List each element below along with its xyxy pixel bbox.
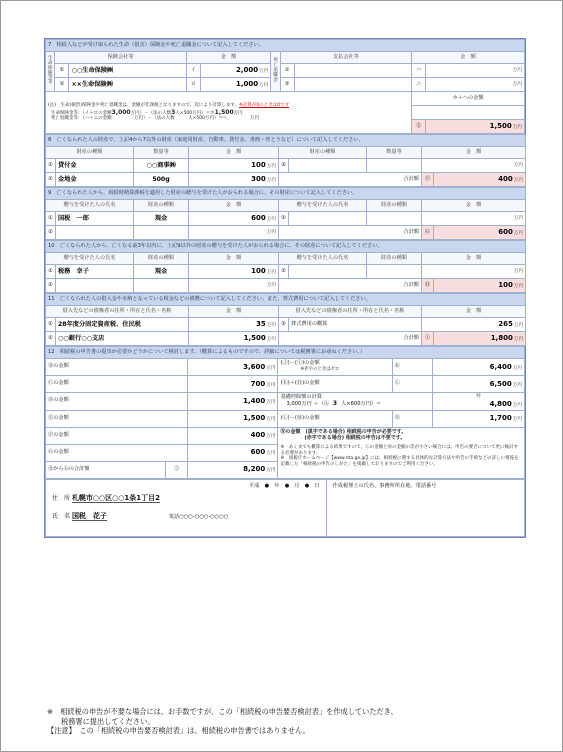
col-amount: 金 額 <box>189 200 279 212</box>
mark-j: Ⓙ <box>166 461 188 478</box>
mark-f: Ⓕ <box>422 173 434 187</box>
phone: ○○○-○○○-○○○○ <box>179 513 229 520</box>
section-10-header: 10 亡くなられた人から、亡くなる前3年以内に、上記9以外の財産の贈与を受けた人がおられる場合に、その財産について記入してください。 <box>46 241 526 253</box>
section-7-header: 7 相続人などが受け取られた生命（損害）保険金や死亡退職金について記入してください。 <box>46 40 525 52</box>
m-formula-b: 人×600万円）＝ <box>341 400 382 407</box>
section-10 <box>45 240 526 293</box>
row-num: ② <box>280 78 294 92</box>
col-asset-type: 財産の種類 <box>279 147 367 159</box>
unit: 万円 <box>513 323 524 329</box>
note-n: 3 <box>171 108 176 116</box>
section-7 <box>45 39 525 134</box>
note-line-2b: 万円）－（法の人数 <box>130 110 172 116</box>
col-amount: 金 額 <box>189 147 279 159</box>
asset-qty-2: 500g <box>134 173 189 187</box>
row-num: ① <box>55 64 69 78</box>
c-amount: 700 <box>250 379 266 388</box>
m-label: 基礎控除額の計算 <box>280 393 322 400</box>
amount-i: 2,000 <box>235 66 259 75</box>
d-amount: 1,400 <box>243 396 266 405</box>
name-label: 氏 名 <box>52 512 71 520</box>
sum-label: 合計額 <box>279 279 422 293</box>
col-amount: 金 額 <box>186 52 271 64</box>
k-sub: ※赤字のときはゼロ <box>300 367 340 373</box>
note-val: 3,000 <box>111 108 131 116</box>
l-amount: 6,500 <box>489 379 512 388</box>
mark-n: Ⓝ <box>392 410 432 427</box>
funeral-amount: 265 <box>498 320 513 329</box>
retirement-side-label: 死亡退職金 <box>271 52 280 92</box>
unit: 万円 <box>266 270 276 276</box>
unit: 万円 <box>266 399 276 405</box>
total-label: ホ＋への金額 <box>412 92 525 106</box>
row-num: ② <box>46 226 56 240</box>
judge-1: Ⓝの金額 (黒字である場合) 相続税の申告が必要です。 <box>280 428 407 435</box>
footer-notes <box>47 707 537 736</box>
footer-line-1: ※ 相続税の申告が不要な場合には、お手数ですが、この「相続税の申告要否検討表」を作成していただき、 <box>47 707 398 716</box>
payer-1 <box>294 64 411 78</box>
note-line-2c: 人×500万円）＝ホ <box>175 110 215 116</box>
row-num: ③ <box>279 212 289 226</box>
mark-e: Ⓔ <box>412 120 426 134</box>
note-line-2a: 生命保険金等：（イ＋ロの金額 <box>50 110 112 116</box>
row-num: ① <box>46 212 56 226</box>
funeral-cost-label: 葬式費用の概算 <box>289 318 422 332</box>
mark-h: Ⓗ <box>422 279 434 293</box>
section-8-header: 8 亡くなられた人の財産で、上記4から7以外の財産（家庭用財産、自動車、貸付金、書画・骨とうなど）について記入してください。 <box>46 135 526 147</box>
col-qty: 数量等 <box>134 147 189 159</box>
amount-ro: 1,000 <box>235 80 259 89</box>
judge-2: (赤字である場合) 相続税の申告は不要です。 <box>304 435 406 442</box>
gift-amount-1: 100 <box>251 267 266 276</box>
mark-i-circle: Ⓘ <box>422 332 434 346</box>
col-amount2: 金 額 <box>412 52 525 64</box>
section-8 <box>45 134 526 187</box>
unit: 万円 <box>512 365 522 371</box>
signature-block <box>45 479 525 537</box>
col-amount: 金 額 <box>422 200 526 212</box>
sum-h: 100 <box>498 281 513 290</box>
filer-info <box>46 479 327 536</box>
row-num: ① <box>46 318 56 332</box>
total-j-label: ⒷからⒼの合計額 <box>46 461 166 478</box>
total-e: 1,500 <box>489 122 512 131</box>
row-num: ③ <box>279 318 289 332</box>
recipient-1: 国税 一郎 <box>56 212 134 226</box>
life-insurance-side-label: 生命保険金等 <box>46 52 55 92</box>
gift-type-1: 現金 <box>134 265 189 279</box>
col-asset-type: 財産の種類 <box>367 200 422 212</box>
col-asset-type: 財産の種類 <box>367 253 422 265</box>
unit: 万円 <box>512 417 522 423</box>
note-line-2d: 万円 <box>233 110 243 116</box>
gift-type-1: 現金 <box>134 212 189 226</box>
l-label: (Ⓚ)＋(Ⓗ)の金額 <box>278 376 392 393</box>
filer-name: 国税 花子 <box>71 511 107 520</box>
mark-ha: ハ <box>412 64 426 78</box>
col-creditor: 借入先などの債権者の住所・所在と氏名・名称 <box>46 306 189 318</box>
sum-label: 合計額 <box>279 332 422 346</box>
mark-l: Ⓛ <box>392 376 432 393</box>
row-num: ③ <box>279 265 289 279</box>
col-qty: 数量等 <box>367 147 422 159</box>
tax-form <box>44 38 526 538</box>
k-amount: 6,400 <box>489 362 512 371</box>
unit: 万円 <box>259 83 269 89</box>
k-label: (Ⓙ)－(Ⓘ)の金額 <box>280 360 320 367</box>
m-amount: 4,800 <box>489 399 512 408</box>
section-11-header: 11 亡くなられた人の借入金や未納となっている税金などの債務について記入してください。また、葬式費用について記入してください。 <box>46 294 526 306</box>
unit: 万円 <box>266 164 276 170</box>
unit: 万円 <box>513 268 524 274</box>
note-emphasis: ※計算が0のときは0です <box>239 102 290 108</box>
judgement-notes <box>278 427 525 478</box>
asset-type-2: 金地金 <box>56 173 134 187</box>
unit: 万円 <box>266 337 276 343</box>
b-amount: 3,600 <box>243 362 266 371</box>
asset-amount-1: 100 <box>251 161 266 170</box>
row-num: ② <box>46 332 56 346</box>
m-n: 3 <box>332 399 338 407</box>
unit: 万円 <box>266 365 276 371</box>
e-label: Ⓔの金額 <box>46 410 188 427</box>
section-7-note <box>46 92 412 134</box>
accountant-info: 作成税理士の氏名、事務所所在地、電話番号 <box>326 479 524 536</box>
section-12 <box>45 346 525 479</box>
unit: 万円 <box>266 382 276 388</box>
row-num: ② <box>46 173 56 187</box>
mark-g: Ⓖ <box>422 226 434 240</box>
unit: 万円 <box>513 215 524 221</box>
note-1: ※ あくまでも概算による結果ですので、Ⓛの金額とⓂの金額の差が小さい場合には、申告の要否について更に検討する必要があります。 <box>280 444 519 456</box>
col-amount: 金 額 <box>422 253 526 265</box>
unit: 万円 <box>266 217 276 223</box>
unit: 万円 <box>512 125 522 131</box>
note-line-3: 死亡退職金等：（ハ＋ニの金額 万円）－（法の人数 人×500万円）＝へ 万円 <box>50 116 259 122</box>
col-recipient: 贈与を受けた人の氏名 <box>279 253 367 265</box>
unit: 万円 <box>266 178 276 184</box>
n-label: (Ⓛ)－(Ⓜ)の金額 <box>278 410 392 427</box>
col-asset-type: 財産の種類 <box>46 147 134 159</box>
recipient-1: 税務 幸子 <box>56 265 134 279</box>
sum-g: 600 <box>498 228 513 237</box>
unit: 万円 <box>512 81 522 87</box>
unit: 万円 <box>266 434 276 440</box>
section-9-header: 9 亡くなられた人から、相続時精算課税を適用した財産の贈与を受けた人がおられる場合に、その財産について記入してください。 <box>46 188 526 200</box>
address-label: 住 所 <box>52 494 71 502</box>
g-label: Ⓖの金額 <box>46 444 188 461</box>
unit: 万円 <box>513 337 524 343</box>
f-label: Ⓕの金額 <box>46 427 188 444</box>
col-creditor: 借入先などの債権者の住所・所在と氏名・名称 <box>279 306 422 318</box>
address: 札幌市○○区○○1条1丁目2 <box>71 493 160 502</box>
sum-label: 合計額 <box>279 173 422 187</box>
unit: 万円 <box>513 162 523 168</box>
g-amount: 600 <box>250 448 266 457</box>
row-num: ① <box>46 265 56 279</box>
section-12-header: 12 相続税の申告書の提出が必要かどうかについて検討します。（概算によるものですので、詳細については税務署にお尋ねください。） <box>46 347 525 359</box>
col-amount: 金 額 <box>189 306 279 318</box>
note-line-1: (注) 生命(損害)保険金や死亡退職金は、金額が非課税となりますので、次により計算します。 <box>48 102 240 108</box>
sum-label: 合計額 <box>279 226 422 240</box>
section-9 <box>45 187 526 240</box>
col-asset-type: 財産の種類 <box>134 200 189 212</box>
footer-line-2: 税務署に提出してください。 <box>61 716 155 726</box>
note-2: ※ 国税庁ホームページ【www.nta.go.jp】には、相続税に関する具体的な計算方法や申告の手続などの詳しい情報を記載した「相続税の申告のしかた」を掲載しておりますのでご利用ください。 <box>280 456 519 468</box>
unit: 万円 <box>512 402 522 408</box>
unit: 万円 <box>512 382 522 388</box>
phone-label: 電話 <box>168 513 180 520</box>
section-11 <box>45 293 526 346</box>
asset-type-1: 貸付金 <box>56 159 134 173</box>
mark-ni: ニ <box>412 78 426 92</box>
mark-k: Ⓚ <box>392 359 432 376</box>
sum-f: 400 <box>498 175 513 184</box>
col-amount: 金 額 <box>422 147 526 159</box>
unit: 万円 <box>266 323 276 329</box>
unit: 万円 <box>513 231 524 237</box>
d-label: Ⓓの金額 <box>46 393 188 411</box>
unit: 万円 <box>266 229 276 235</box>
insurer-2: ××生命保険㈱ <box>69 78 186 92</box>
m-formula-a: 3,000万円 ＋（Ⓐ <box>286 400 329 407</box>
col-asset-type: 財産の種類 <box>134 253 189 265</box>
footer-line-3: 【注意】 この「相続税の申告要否検討表」は、相続税の申告書ではありません。 <box>47 726 310 736</box>
date: 平成 ● 年 ● 月 ● 日 <box>248 482 320 489</box>
unit: 万円 <box>513 284 524 290</box>
debt-amount-2: 1,500 <box>243 334 266 343</box>
row-num: ① <box>46 159 56 173</box>
sum-i: 1,800 <box>490 334 513 343</box>
asset-amount-2: 300 <box>251 175 266 184</box>
payer-2 <box>294 78 411 92</box>
mark-i: イ <box>186 64 200 78</box>
unit: 万円 <box>512 67 522 73</box>
asset-qty-1: ○○商事㈱ <box>134 159 189 173</box>
col-recipient: 贈与を受けた人の氏名 <box>279 200 367 212</box>
gift-amount-1: 600 <box>251 214 266 223</box>
unit: 万円 <box>266 451 276 457</box>
c-label: Ⓒの金額 <box>46 376 188 393</box>
col-amount: 金 額 <box>189 253 279 265</box>
unit: 万円 <box>266 282 276 288</box>
note-res: 1,500 <box>214 108 234 116</box>
j-amount: 8,200 <box>243 465 266 474</box>
unit: 万円 <box>259 69 269 75</box>
creditor-2: ○○銀行○○支店 <box>56 332 189 346</box>
b-label: Ⓑの金額 <box>46 359 188 376</box>
col-payer: 支払会社等 <box>280 52 411 64</box>
col-company: 保険会社等 <box>55 52 186 64</box>
debt-amount-1: 35 <box>256 320 266 329</box>
mark-m: Ⓜ <box>475 393 481 399</box>
col-recipient: 贈与を受けた人の氏名 <box>46 253 134 265</box>
unit: 万円 <box>513 178 523 184</box>
row-num: ① <box>280 64 294 78</box>
row-num: ② <box>55 78 69 92</box>
e-amount: 1,500 <box>243 414 266 423</box>
col-amount: 金 額 <box>422 306 526 318</box>
unit: 万円 <box>266 417 276 423</box>
col-recipient: 贈与を受けた人の氏名 <box>46 200 134 212</box>
insurer-1: ○○生命保険㈱ <box>69 64 186 78</box>
n-amount: 1,700 <box>489 414 512 423</box>
unit: 万円 <box>266 468 276 474</box>
row-num: ② <box>46 279 56 293</box>
row-num: ③ <box>279 159 289 173</box>
mark-ro: ロ <box>186 78 200 92</box>
creditor-1: 28年度分固定資産税、住民税 <box>56 318 189 332</box>
f-amount: 400 <box>250 431 266 440</box>
